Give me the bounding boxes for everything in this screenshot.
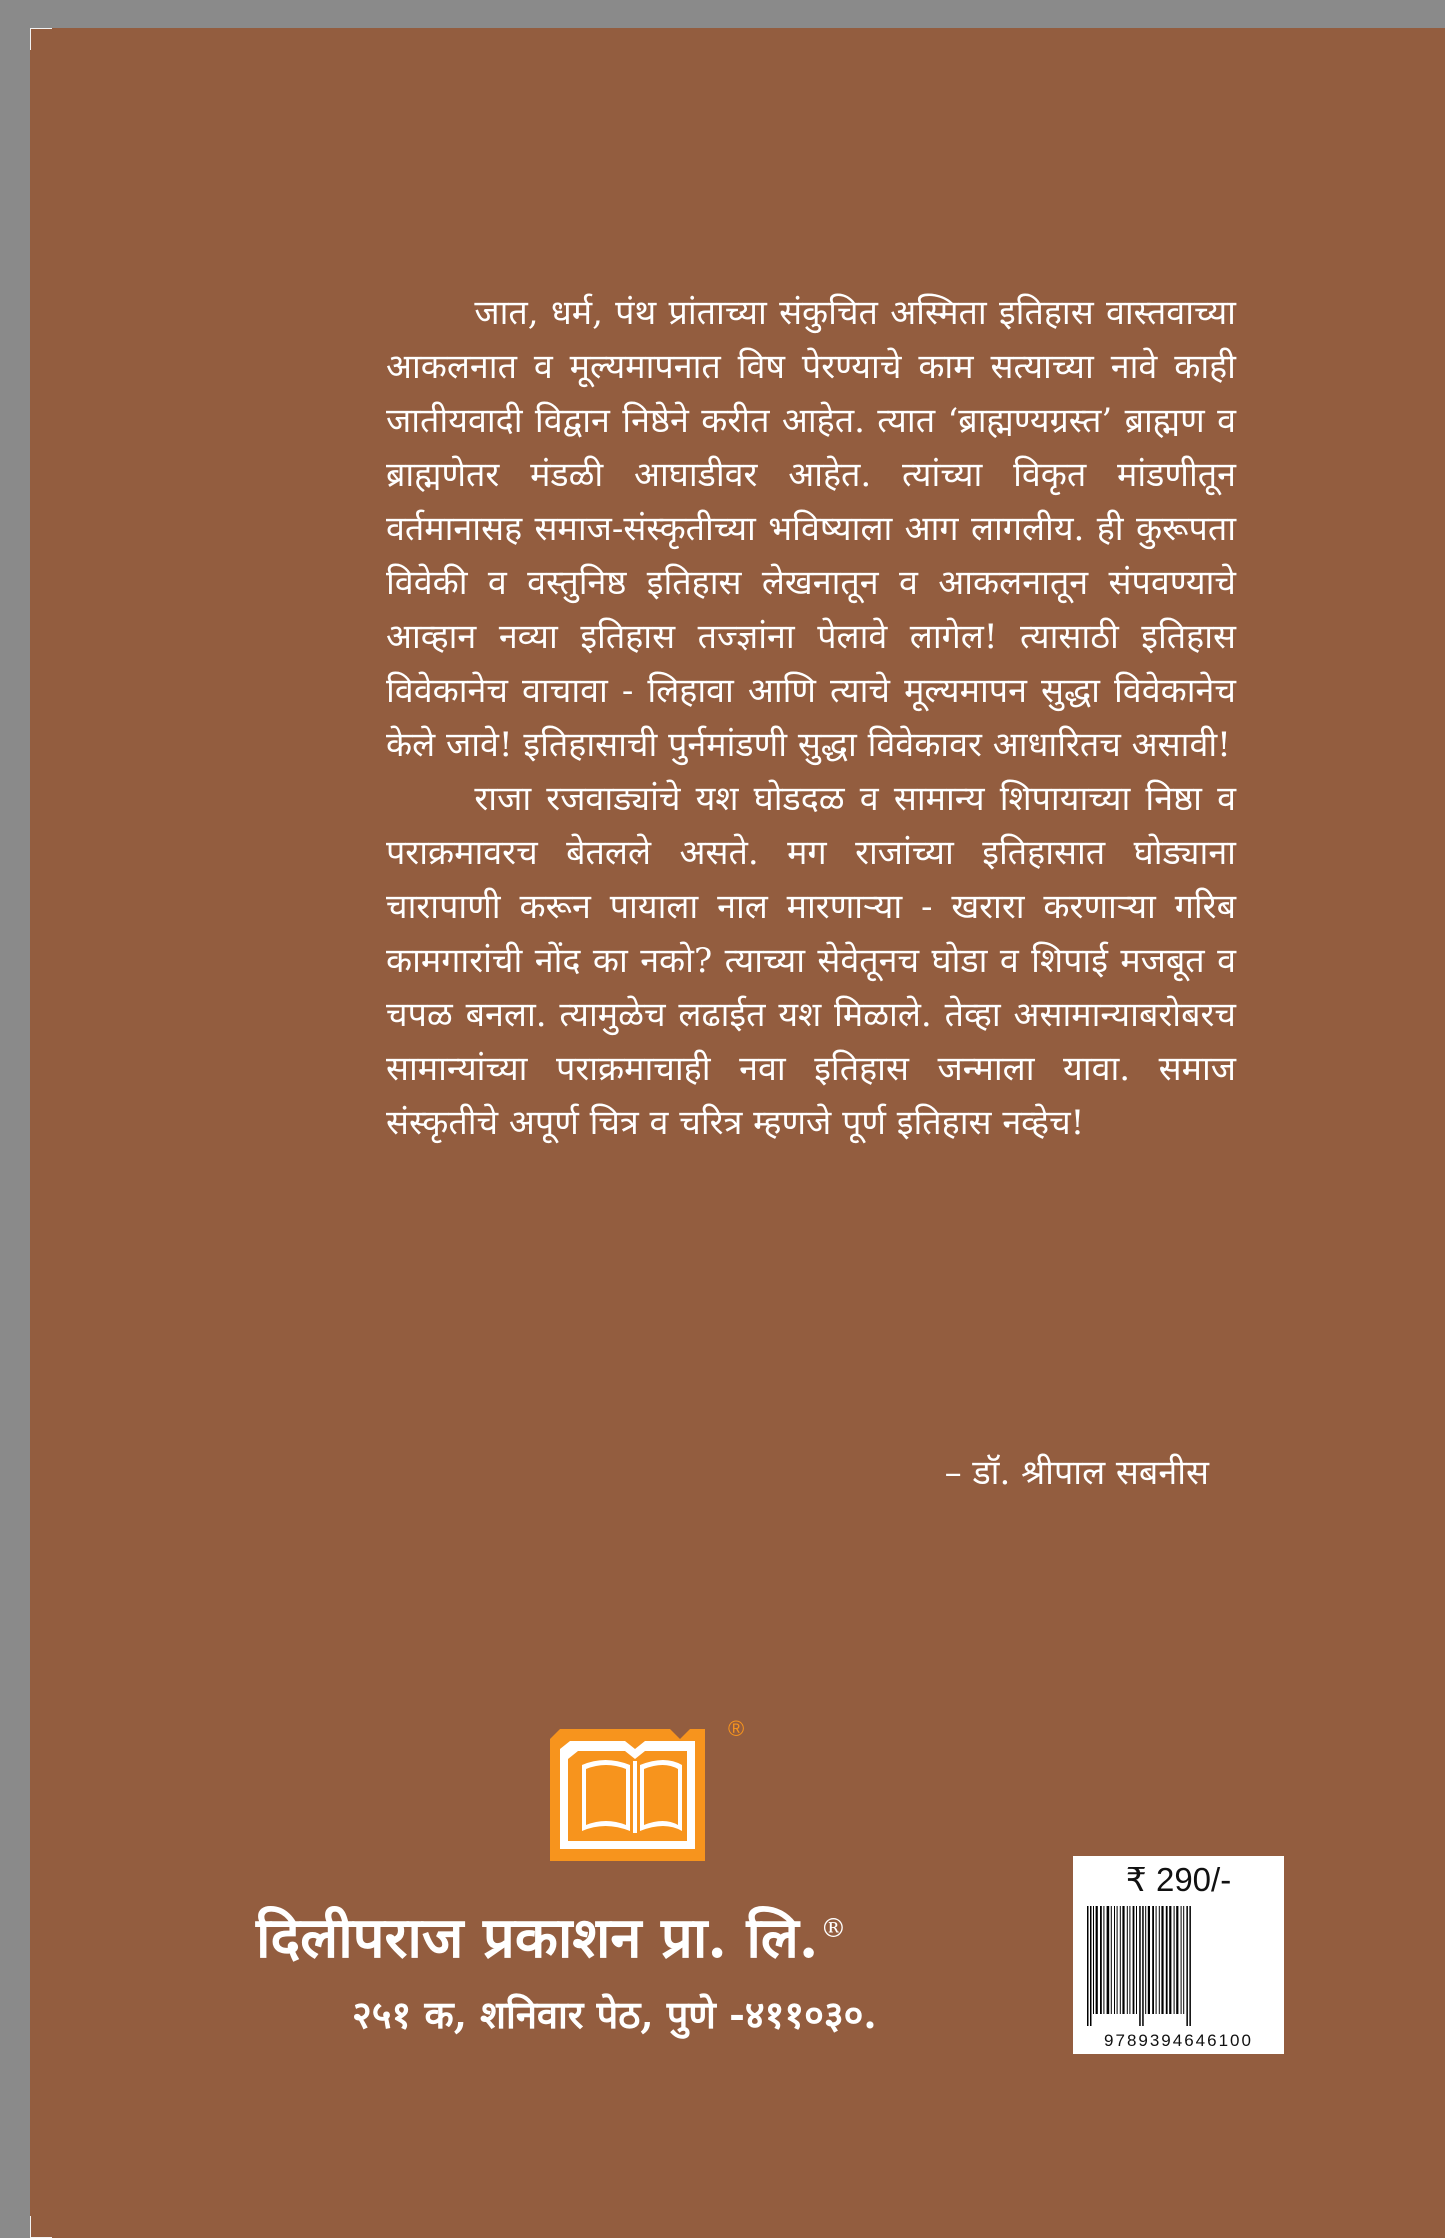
- crop-mark: [30, 28, 52, 29]
- price-label: ₹ 290/-: [1125, 1861, 1232, 1898]
- barcode-bar: [1122, 1906, 1124, 2014]
- barcode-bar: [1133, 1906, 1135, 2014]
- barcode-bar: [1145, 1906, 1146, 2014]
- logo-registered-mark: ®: [728, 1716, 745, 1741]
- publisher-name-text: दिलीपराज प्रकाशन प्रा. लि.: [256, 1905, 819, 1971]
- barcode-bar: [1100, 1906, 1102, 2014]
- barcode-bar: [1090, 1906, 1092, 2026]
- barcode: [1085, 1906, 1273, 2026]
- author-signature: – डॉ. श्रीपाल सबनीस: [944, 1453, 1209, 1493]
- barcode-bar: [1120, 1906, 1121, 2014]
- barcode-bar: [1181, 1906, 1182, 2014]
- publisher-address: २५१ क, शनिवार पेठ, पुणे -४११०३०.: [352, 1992, 877, 2037]
- barcode-bar: [1152, 1906, 1154, 2014]
- barcode-bar: [1111, 1906, 1112, 2014]
- blurb-paragraph-1: जात, धर्म, पंथ प्रांताच्या संकुचित अस्मिता इतिहास वास्तवाच्या आकलनात व मूल्यमापनात विष पेरण्याचे काम सत्याच्या नावे काही जातीयवादी विद्वान निष्ठेने करीत आहेत. त्यात ‘ब्राह्मण्यग्रस्त’ ब्राह्मण व ब्राह्मणेतर मंडळी आघाडीवर आहेत. त्यांच्या विकृत मांडणीतून वर्तमानासह समाज-संस्कृतीच्या भविष्याला आग लागलीय. ही कुरूपता विवेकी व वस्तुनिष्ठ इतिहास लेखनातून व आकलनातून संपवण्याचे आव्हान नव्या इतिहास तज्ज्ञांना पेलावे लागेल! त्यासाठी इतिहास विवेकानेच वाचावा - लिहावा आणि त्याचे मूल्यमापन सुद्धा विवेकानेच केले जावे! इतिहासाची पुर्नमांडणी सुद्धा विवेकावर आधारितच असावी!: [386, 293, 1236, 765]
- barcode-bar: [1142, 1906, 1144, 2026]
- barcode-bar: [1159, 1906, 1160, 2014]
- blurb-text: [386, 286, 1236, 1150]
- barcode-bar: [1166, 1906, 1168, 2014]
- barcode-bar: [1174, 1906, 1175, 2014]
- blurb-paragraph-2: राजा रजवाड्यांचे यश घोडदळ व सामान्य शिपायाच्या निष्ठा व पराक्रमावरच बेतलले असते. मग राजांच्या इतिहासात घोड्याना चारापाणी करून पायाला नाल मारणाऱ्या - खरारा करणाऱ्या गरिब कामगारांची नोंद का नको? त्याच्या सेवेतूनच घोडा व शिपाई मजबूत व चपळ बनला. त्यामुळेच लढाईत यश मिळाले. तेव्हा असामान्याबरोबरच सामान्यांच्या पराक्रमाचाही नवा इतिहास जन्माला यावा. समाज संस्कृतीचे अपूर्ण चित्र व चरित्र म्हणजे पूर्ण इतिहास नव्हेच!: [386, 779, 1236, 1143]
- crop-mark: [30, 2216, 31, 2238]
- barcode-bar: [1136, 1906, 1137, 2014]
- barcode-bar: [1148, 1906, 1150, 2014]
- barcode-bar: [1107, 1906, 1110, 2014]
- barcode-bar: [1096, 1906, 1098, 2014]
- barcode-panel: [1073, 1856, 1284, 2054]
- back-cover: [30, 28, 1445, 2238]
- barcode-bar: [1103, 1906, 1104, 2014]
- crop-mark: [30, 28, 31, 50]
- barcode-bar: [1169, 1906, 1171, 2014]
- barcode-bar: [1161, 1906, 1163, 2014]
- barcode-bar: [1127, 1906, 1128, 2014]
- publisher-registered-mark: ®: [820, 1914, 847, 1945]
- barcode-bar: [1186, 1906, 1188, 2026]
- publisher-name: [256, 1898, 1056, 1974]
- barcode-bar: [1183, 1906, 1184, 2014]
- barcode-bar: [1176, 1906, 1178, 2014]
- barcode-bar: [1117, 1906, 1118, 2014]
- barcode-bar: [1087, 1906, 1089, 2026]
- barcode-bar: [1189, 1906, 1191, 2026]
- barcode-bar: [1139, 1906, 1141, 2026]
- barcode-bar: [1156, 1906, 1157, 2014]
- open-book-icon: [530, 1721, 760, 1861]
- barcode-bar: [1093, 1906, 1094, 2014]
- barcode-bar: [1129, 1906, 1130, 2014]
- isbn-digits: 9789394646100: [1104, 2031, 1253, 2050]
- barcode-bar: [1114, 1906, 1115, 2014]
